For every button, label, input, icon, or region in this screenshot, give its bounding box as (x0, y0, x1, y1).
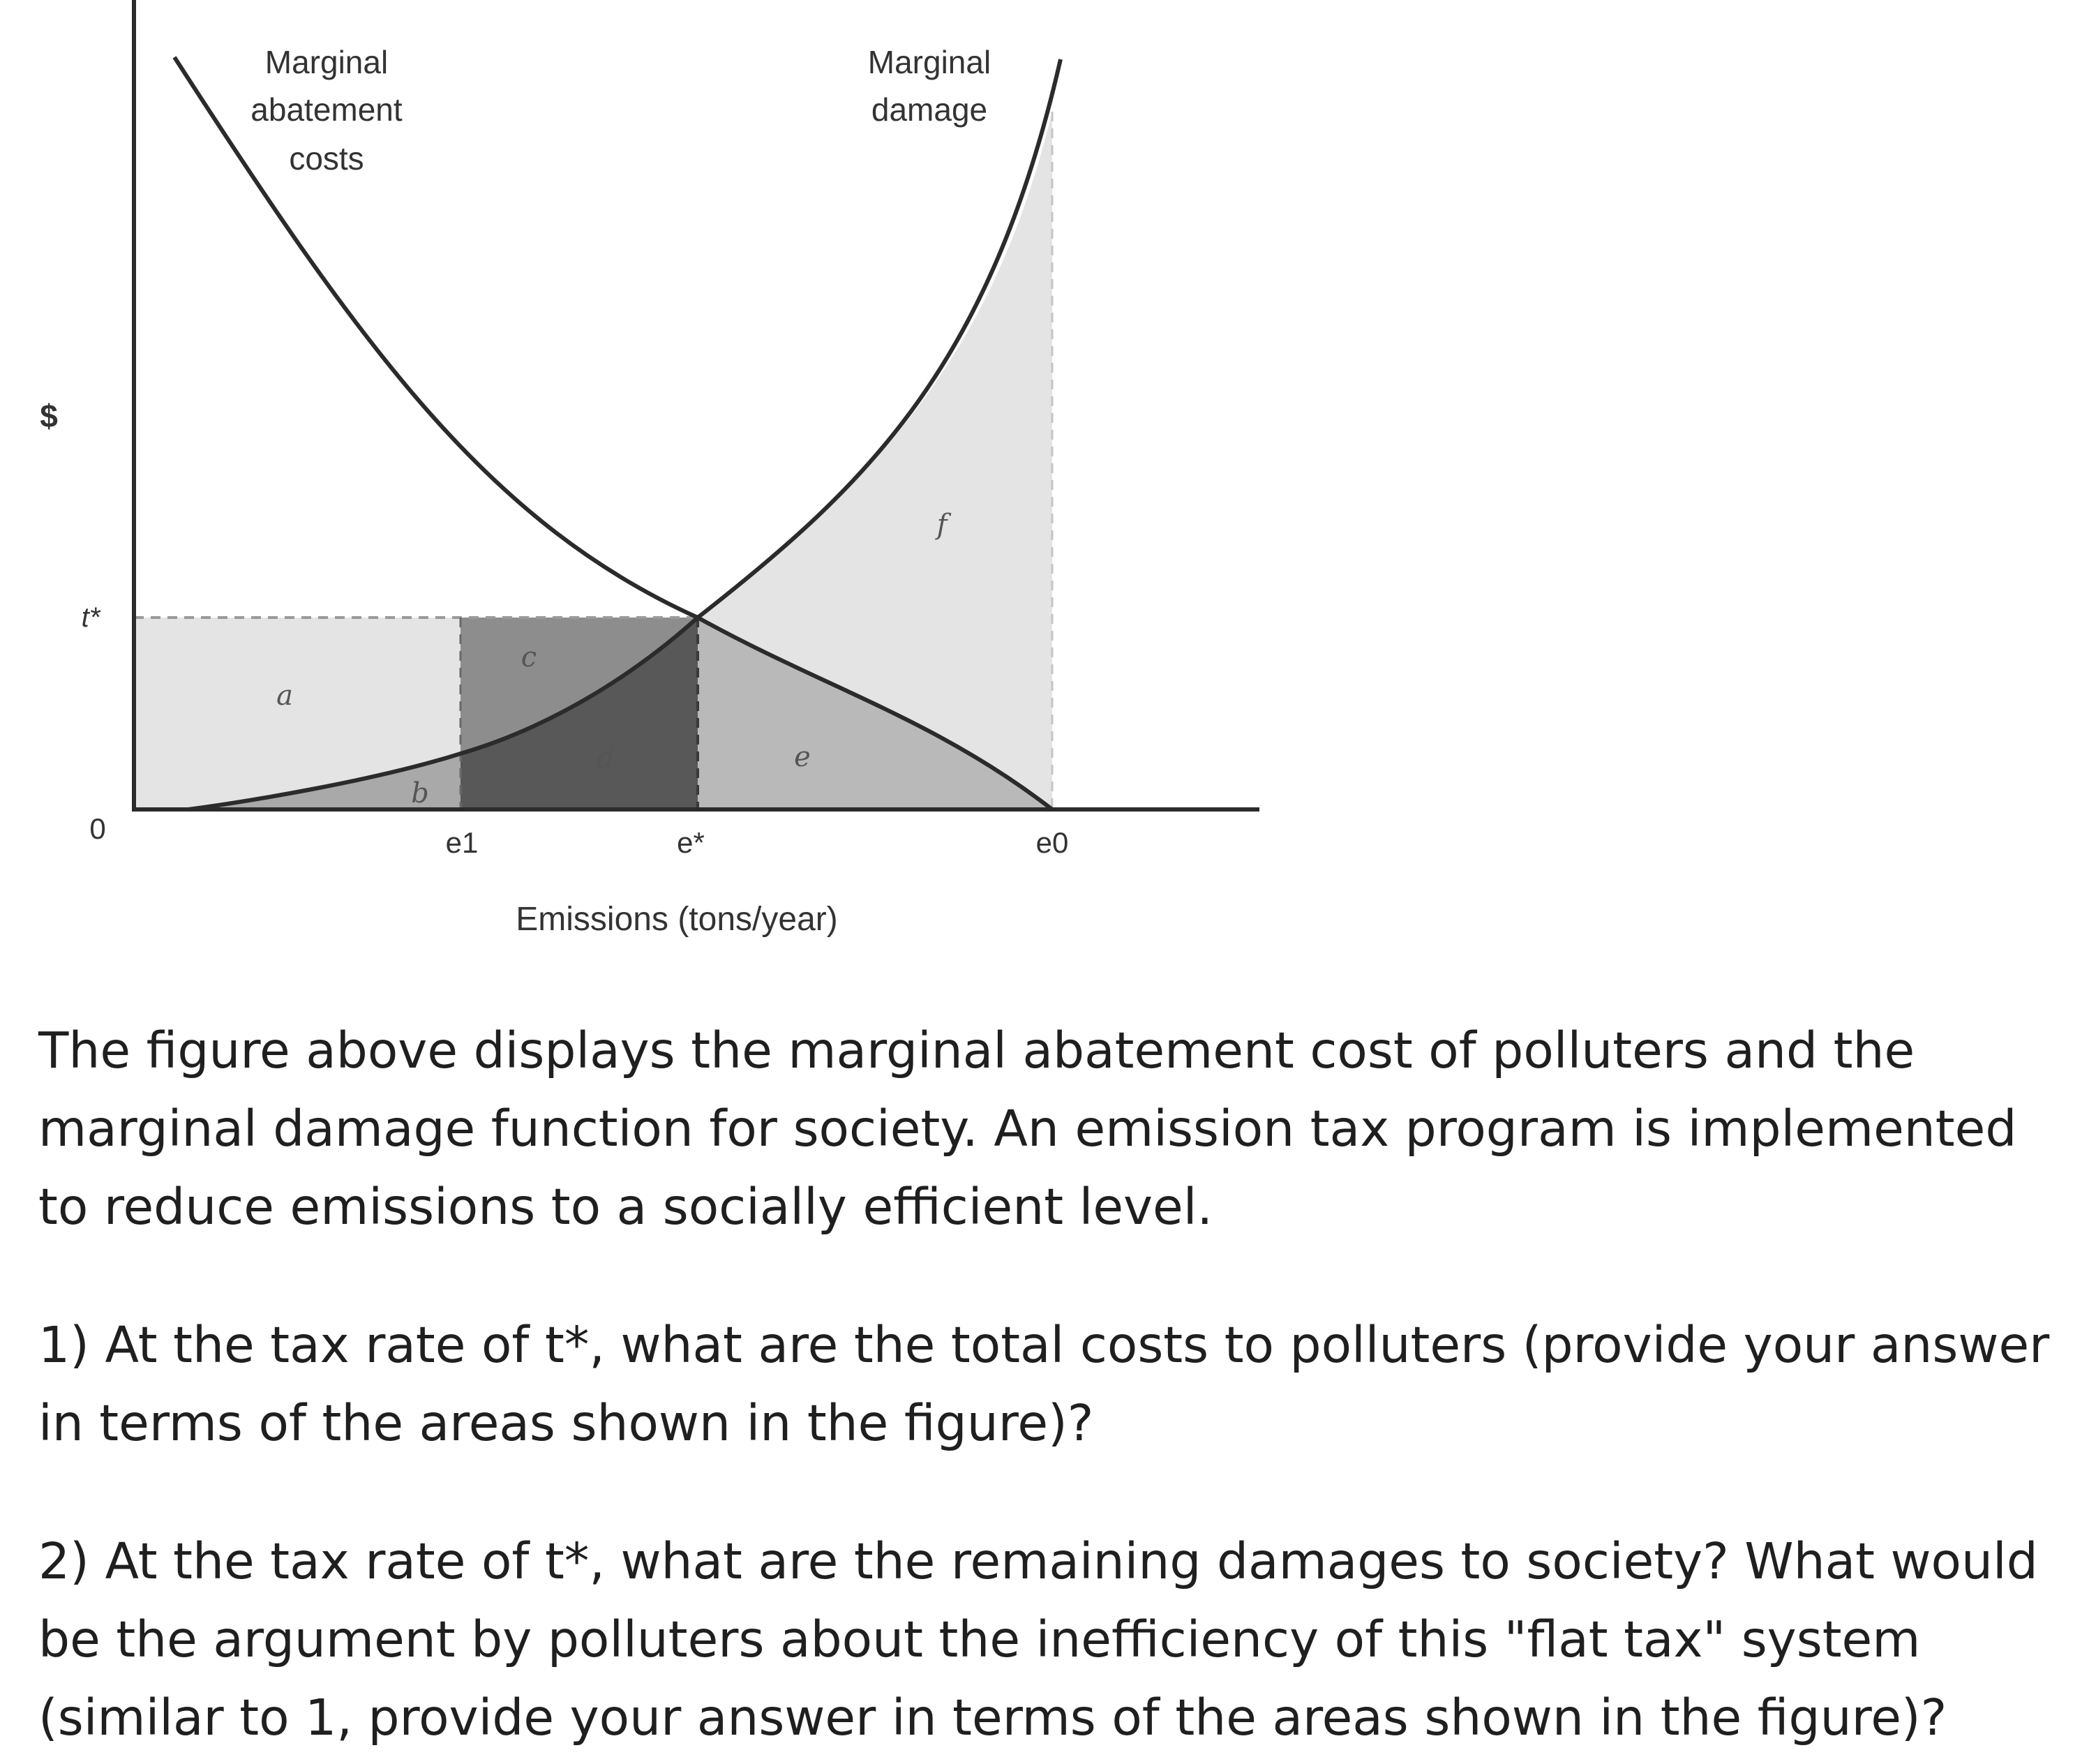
area-e-label: e (794, 741, 811, 773)
md-curve-label-line-2: damage (871, 91, 988, 128)
question-intro: The figure above displays the marginal abatement cost of polluters and the marginal damage function for society. An emission tax program is implemented to reduce emissions to a socially efficient level. (38, 1022, 2017, 1236)
mac-curve-label-line-3: costs (289, 140, 364, 177)
x-axis-label: Emissions (tons/year) (516, 901, 838, 938)
question-1: 1) At the tax rate of t*, what are the total costs to polluters (provide your answer in terms of the areas shown in the figure)? (38, 1316, 2050, 1452)
tax-rate-tick-label: t* (81, 602, 100, 633)
question-2: 2) At the tax rate of t*, what are the remaining damages to society? What would be the argument by polluters about the inefficiency of this "flat tax" system (similar to 1, provide your answer in terms of the areas shown in the figure)? (38, 1532, 2038, 1747)
md-curve-label-line-1: Marginal (867, 44, 991, 80)
area-a-label: a (276, 680, 293, 712)
area-b-label: b (411, 777, 429, 809)
origin-label: 0 (89, 812, 106, 845)
x-tick-e1: e1 (445, 826, 479, 859)
area-c-label: c (521, 641, 537, 673)
question-text (38, 1012, 2062, 1764)
area-d-label: d (597, 742, 615, 775)
x-tick-e0: e0 (1035, 826, 1069, 859)
y-axis-label: $ (40, 398, 58, 434)
mac-curve-label-line-2: abatement (250, 91, 403, 128)
x-tick-e-star: e* (677, 826, 705, 859)
area-f-label: f (936, 509, 948, 541)
mac-curve-label-line-1: Marginal (264, 44, 389, 80)
